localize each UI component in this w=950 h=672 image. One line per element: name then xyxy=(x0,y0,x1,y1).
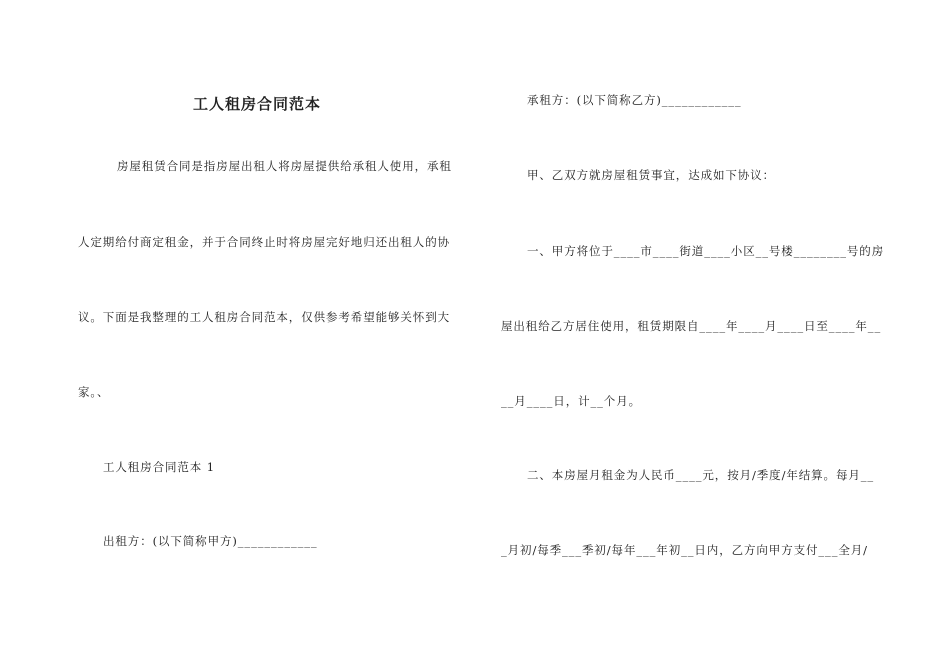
clause-line: _月初/每季___季初/每年___年初__日内，乙方向甲方支付___全月/ xyxy=(501,543,868,557)
clause-line: 一、甲方将位于____市____街道____小区__号楼________号的房 xyxy=(527,244,885,258)
lessor-line: 出租方：(以下简称甲方)____________ xyxy=(103,534,318,548)
document-title: 工人租房合同范本 xyxy=(193,95,322,113)
clause-line: 屋出租给乙方居住使用，租赁期限自____年____月____日至____年__ xyxy=(501,319,882,333)
agreement-intro: 甲、乙双方就房屋租赁事宜，达成如下协议： xyxy=(527,168,775,182)
paragraph-line: 房屋租赁合同是指房屋出租人将房屋提供给承租人使用，承租 xyxy=(117,159,452,173)
section-heading: 工人租房合同范本 1 xyxy=(103,460,215,474)
clause-line: __月____日，计__个月。 xyxy=(501,394,641,408)
lessee-line: 承租方：(以下简称乙方)____________ xyxy=(527,93,742,107)
paragraph-line: 人定期给付商定租金，并于合同终止时将房屋完好地归还出租人的协 xyxy=(78,235,450,249)
paragraph-line: 议。下面是我整理的工人租房合同范本，仅供参考希望能够关怀到大 xyxy=(78,310,450,324)
paragraph-line: 家。、 xyxy=(78,385,110,399)
clause-line: 二、本房屋月租金为人民币____元，按月/季度/年结算。每月__ xyxy=(527,468,875,482)
